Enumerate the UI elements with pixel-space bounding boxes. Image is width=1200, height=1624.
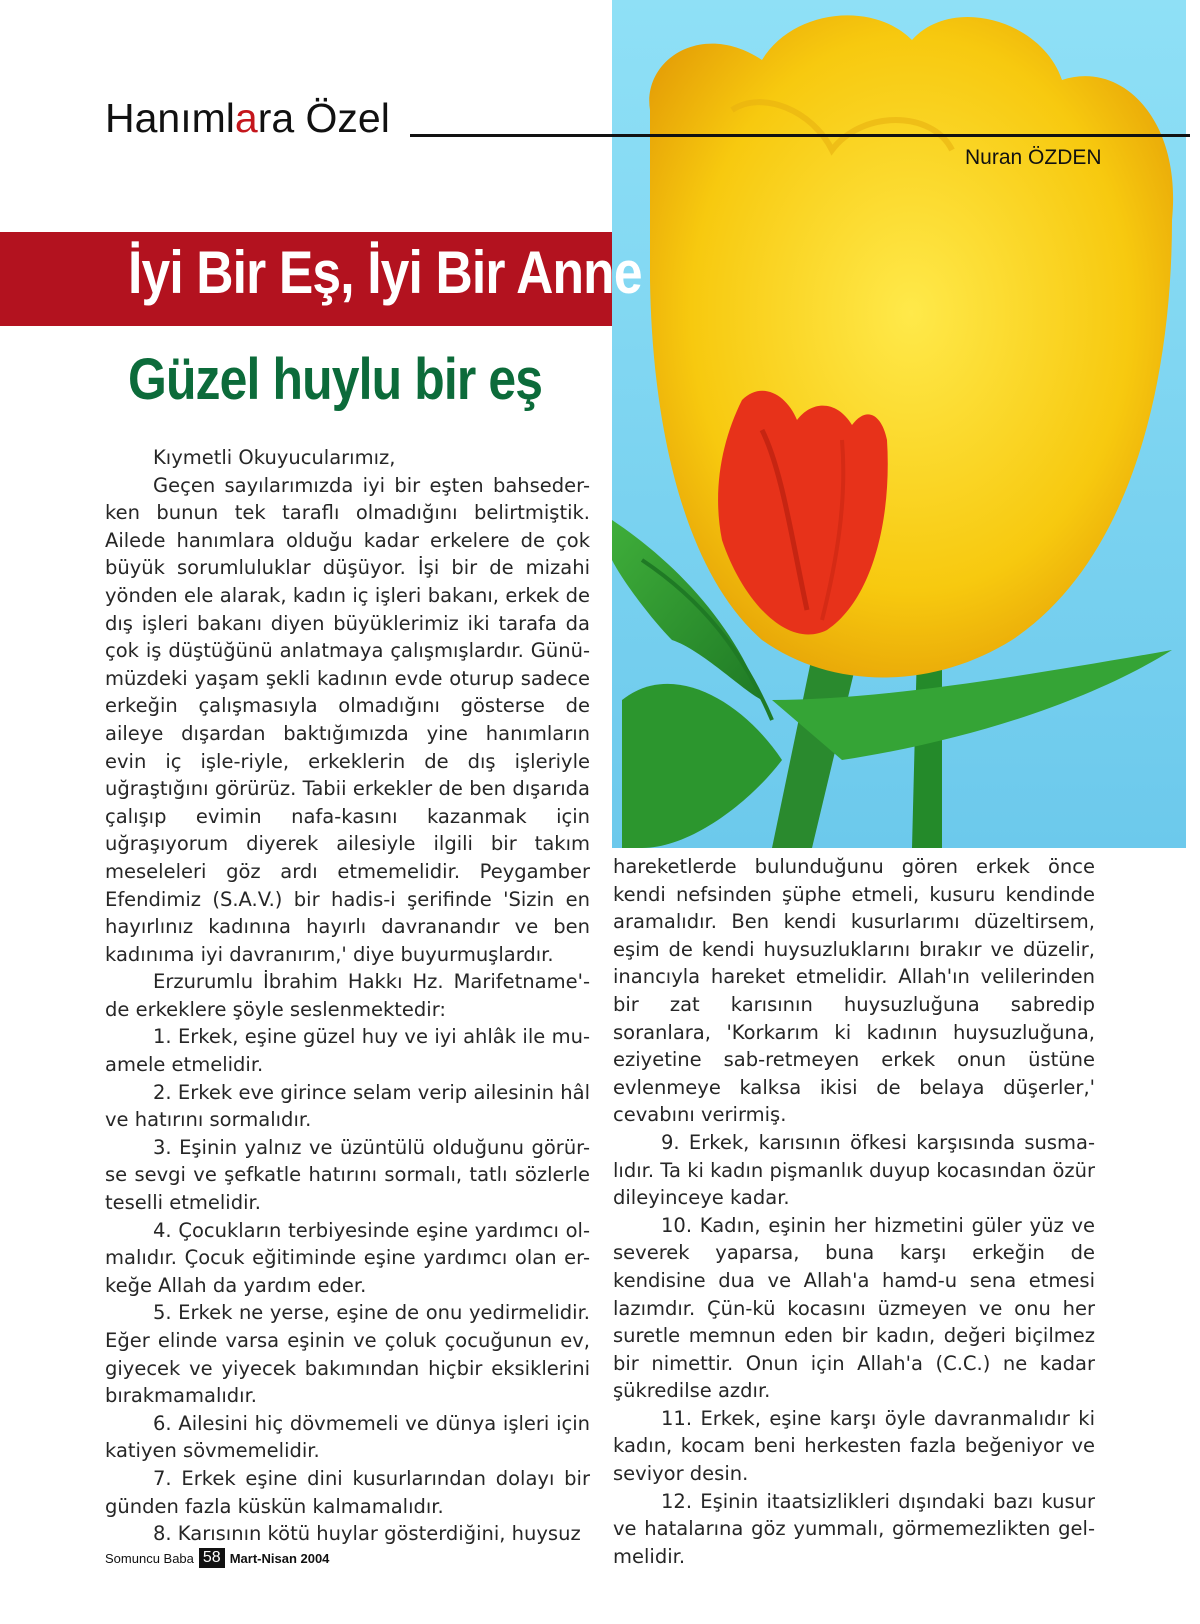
list-item: 1. Erkek, eşine güzel huy ve iyi ahlâk ile mu-amele etmelidir. [105, 1025, 590, 1077]
list-item: 10. Kadın, eşinin her hizmetini güler yüz ve severek yaparsa, buna karşı erkeğin de kendisine dua ve Allah'a hamd-u sena etmesi lazımdır. Çün-kü kocasını üzmeyen ve onu her suretle memnun eden bir kadın, değeri biçilmez bir nimettir. Onun için Allah'a (C.C.) ne kadar şükredilse azdır. [613, 1213, 1095, 1403]
title-rule [410, 134, 1190, 137]
page-number: 58 [199, 1548, 225, 1568]
paragraph: Erzurumlu İbrahim Hakkı Hz. Marifetname'-de erkeklere şöyle seslenmektedir: [105, 970, 590, 1021]
tulip-illustration [612, 0, 1186, 848]
section-title-part: ra Özel [257, 95, 390, 141]
subheadline: Güzel huylu bir eş [128, 347, 543, 412]
list-item: 12. Eşinin itaatsizlikleri dışındaki bazı kusur ve hatalarına göz yummalı, görmemezlikten gel-melidir. [613, 1489, 1095, 1568]
list-item: 4. Çocukların terbiyesinde eşine yardımcı ol-malıdır. Çocuk eğitiminde eşine yardımcı olan er-keğe Allah da yardım eder. [105, 1218, 590, 1297]
magazine-name: Somuncu Baba [105, 1550, 194, 1566]
paragraph: hareketlerde bulunduğunu gören erkek önce kendi nefsinden şüphe etmeli, kusuru kendinde aramalıdır. Ben kendi kusurlarımı düzeltirsem, eşim de kendi huysuzluklarını bırakır ve düzelir, inancıyla hareket etmelidir. Allah'ın velilerinden bir zat karısının huysuzluğuna sabredip soranlara, 'Korkarım ki kadının huysuzluğuna, eziyetine sab-retmeyen erkek onun üstüne evlenmeye kalksa ikisi de belaya düşerler,' cevabını verirmiş. [613, 855, 1095, 1127]
article-right-column [613, 853, 1095, 1570]
article-left-column [105, 444, 590, 1548]
list-item: 7. Erkek eşine dini kusurlarından dolayı bir günden fazla küskün kalmamalıdır. [105, 1466, 590, 1518]
page-footer [105, 1548, 329, 1568]
list-item: 3. Eşinin yalnız ve üzüntülü olduğunu görür-se sevgi ve şefkatle hatırını sormalı, tatlı sözlerle teselli etmelidir. [105, 1135, 590, 1215]
issue-date: Mart-Nisan 2004 [229, 1550, 330, 1566]
paragraph: Kıymetli Okuyucularımız, [153, 446, 396, 469]
author-name: Nuran ÖZDEN [965, 146, 1102, 169]
section-title [105, 95, 390, 141]
tulip-photo [612, 0, 1186, 848]
list-item: 5. Erkek ne yerse, eşine de onu yedirmelidir. Eğer elinde varsa eşinin ve çoluk çocuğunun ev, giyecek ve yiyecek bakımından hiçbir eksiklerini bırakmamalıdır. [105, 1301, 590, 1408]
paragraph: Geçen sayılarımızda iyi bir eşten bahseder-ken bunun tek taraflı olmadığını belirtmiştik. Ailede hanımlara olduğu kadar erkelere de çok büyük sorumluluklar düşüyor. İşi bir de mizahi yönden ele alarak, kadın iç işleri bakanı, erkek de dış işleri bakanı diyen büyüklerimiz iki tarafa da çok iş düştüğünü anlatmaya çalışmışlardır. Günü-müzdeki yaşam şekli kadının evde oturup sadece erkeğin çalışmasıyla olmadığını gösterse de aileye dışardan baktığımızda yine hanımların evin iç işle-riyle, erkeklerin de dış işleriyle uğraştığını görürüz. Tabii erkekler de ben dışarıda çalışıp evimin nafa-kasını kazanmak için uğraşıyorum diyerek ailesiyle ilgili bir takım meseleleri göz ardı etmemelidir. Peygamber Efendimiz (S.A.V.) bir hadis-i şerifinde 'Sizin en hayırlınız kadınına hayırlı davranandır ve ben kadınıma iyi davranırım,' diye buyurmuşlardır. [105, 473, 590, 966]
list-item: 8. Karısının kötü huylar gösterdiğini, huysuz [153, 1522, 581, 1546]
section-title-accent: a [234, 95, 258, 141]
headline: İyi Bir Eş, İyi Bir Anne [128, 239, 642, 306]
section-title-part: Hanıml [105, 95, 235, 141]
list-item: 11. Erkek, eşine karşı öyle davranmalıdır ki kadın, kocam beni herkesten fazla beğeniyor ve seviyor desin. [613, 1406, 1095, 1486]
list-item: 2. Erkek eve girince selam verip ailesinin hâl ve hatırını sormalıdır. [105, 1080, 590, 1132]
list-item: 9. Erkek, karısının öfkesi karşısında susma-lıdır. Ta ki kadın pişmanlık duyup kocasından özür dileyinceye kadar. [613, 1130, 1095, 1210]
list-item: 6. Ailesini hiç dövmemeli ve dünya işleri için katiyen sövmemelidir. [105, 1411, 590, 1463]
